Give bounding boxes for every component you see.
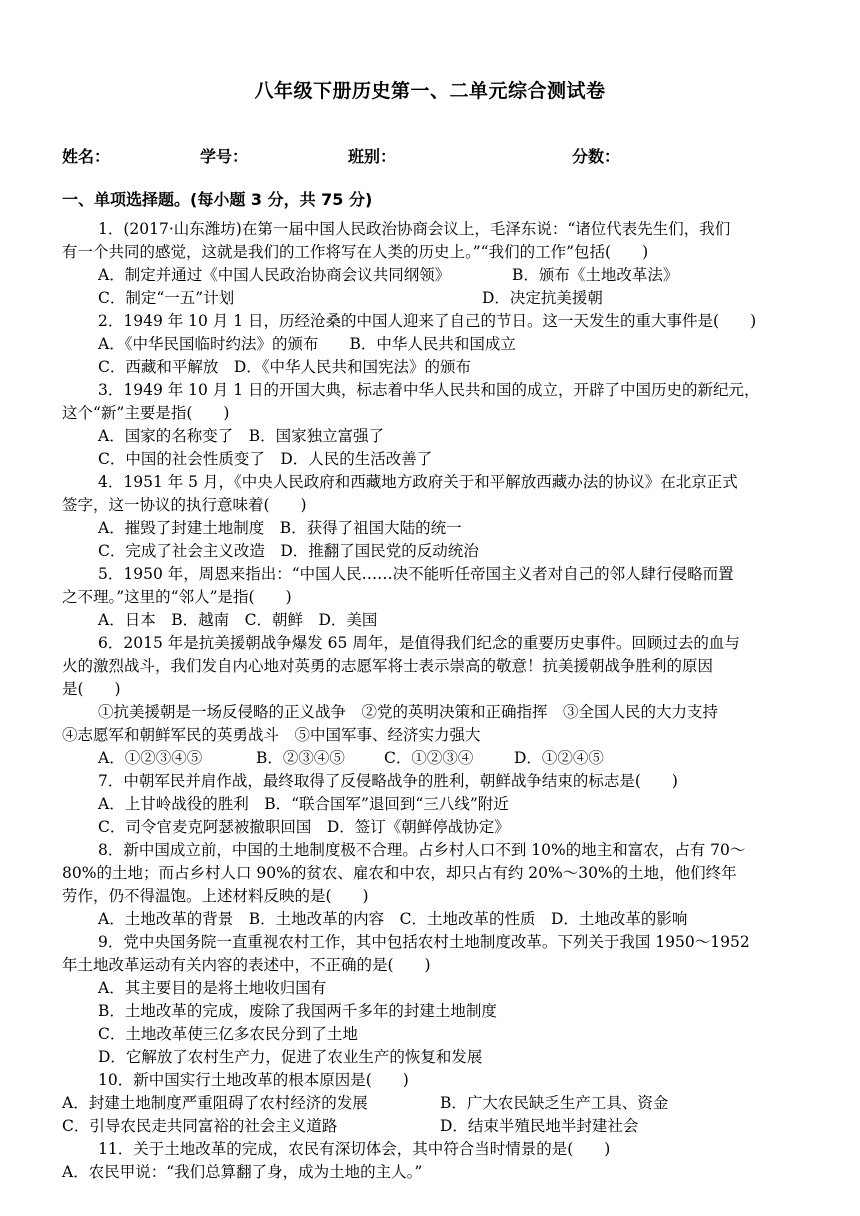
question-text: 是( ) (62, 680, 121, 698)
student-number-label: 学号： (200, 147, 249, 166)
question-text: 9．党中央国务院一直重视农村工作，其中包括农村土地制度改革。下列关于我国 1950～1952 (98, 933, 750, 951)
option-line: A．上甘岭战役的胜利 B．“联合国军”退回到“三八线”附近 (98, 795, 509, 813)
question-text: 11．关于土地改革的完成，农民有深切体会，其中符合当时情景的是( ) (98, 1140, 611, 1158)
option-b: B．广大农民缺乏生产工具、资金 (440, 1094, 669, 1112)
question-text: 1．(2017·山东潍坊)在第一届中国人民政治协商会议上，毛泽东说：“诸位代表先生们，我们 (98, 220, 731, 238)
name-label: 姓名： (62, 147, 111, 166)
option-a: A．封建土地制度严重阻碍了农村经济的发展 (62, 1094, 368, 1112)
question-text: 5．1950 年，周恩来指出：“中国人民……决不能听任帝国主义者对自己的邻人肆行侵略而置 (98, 565, 734, 583)
question-text: 劳作，仍不得温饱。上述材料反映的是( ) (62, 887, 369, 905)
question-text: 之不理。”这里的“邻人”是指( ) (62, 588, 292, 606)
question-text: 这个“新”主要是指( ) (62, 404, 230, 422)
option-line: A．国家的名称变了 B．国家独立富强了 (98, 427, 385, 445)
option-line: C．西藏和平解放 D．《中华人民共和国宪法》的颁布 (98, 358, 472, 376)
option-c: C．制定“一五”计划 (98, 289, 235, 307)
question-text: 6．2015 年是抗美援朝战争爆发 65 周年，是值得我们纪念的重要历史事件。回顾过去的血与 (98, 634, 740, 652)
option-b: B．颁布《土地改革法》 (512, 266, 679, 284)
option-line: C．完成了社会主义改造 D．推翻了国民党的反动统治 (98, 542, 479, 560)
option-line: A．《中华民国临时约法》的颁布 B．中华人民共和国成立 (98, 335, 516, 353)
option-b: B．土地改革的完成，废除了我国两千多年的封建土地制度 (98, 1002, 497, 1020)
question-text: 火的激烈战斗，我们发自内心地对英勇的志愿军将士表示崇高的敬意！抗美援朝战争胜利的原因 (62, 657, 714, 675)
student-info-row (62, 144, 822, 166)
question-text: 签字，这一协议的执行意味着( ) (62, 496, 307, 514)
question-text: 8．新中国成立前，中国的土地制度极不合理。占乡村人口不到 10%的地主和富农，占有 70～ (98, 841, 746, 859)
question-text: 80%的土地；而占乡村人口 90%的贫农、雇农和中农，却只占有约 20%～30%的土地，他们终年 (62, 864, 737, 882)
option-line: A．土地改革的背景 B．土地改革的内容 C．土地改革的性质 D．土地改革的影响 (98, 910, 688, 928)
statement-line: ①抗美援朝是一场反侵略的正义战争 ②党的英明决策和正确指挥 ③全国人民的大力支持 (98, 703, 719, 721)
section-heading: 一、单项选择题。(每小题 3 分，共 75 分) (62, 190, 373, 209)
option-line: A．日本 B．越南 C．朝鲜 D．美国 (98, 611, 378, 629)
option-c: C．①②③④ (384, 749, 474, 767)
option-d: D．结束半殖民地半封建社会 (440, 1117, 639, 1135)
question-text: 年土地改革运动有关内容的表述中，不正确的是( ) (62, 956, 431, 974)
option-line: A．摧毁了封建土地制度 B．获得了祖国大陆的统一 (98, 519, 462, 537)
option-d: D．①②④⑤ (514, 749, 604, 767)
option-a: A．①②③④⑤ (98, 749, 203, 767)
option-line: C．中国的社会性质变了 D．人民的生活改善了 (98, 450, 433, 468)
class-label: 班别： (348, 147, 397, 166)
option-d: D．决定抗美援朝 (482, 289, 603, 307)
option-line: C．司令官麦克阿瑟被撤职回国 D．签订《朝鲜停战协定》 (98, 818, 510, 836)
question-text: 4．1951 年 5 月，《中央人民政府和西藏地方政府关于和平解放西藏办法的协议》在北京正式 (98, 473, 738, 491)
question-text: 7．中朝军民并肩作战，最终取得了反侵略战争的胜利，朝鲜战争结束的标志是( ) (98, 772, 678, 790)
score-label: 分数： (572, 147, 621, 166)
option-c: C．土地改革使三亿多农民分到了土地 (98, 1025, 358, 1043)
question-text: 10．新中国实行土地改革的根本原因是( ) (98, 1071, 409, 1089)
option-c: C．引导农民走共同富裕的社会主义道路 (62, 1117, 338, 1135)
question-text: 2．1949 年 10 月 1 日，历经沧桑的中国人迎来了自己的节日。这一天发生的重大事件是( ) (98, 312, 757, 330)
statement-line: ④志愿军和朝鲜军民的英勇战斗 ⑤中国军事、经济实力强大 (62, 726, 481, 744)
question-text: 3．1949 年 10 月 1 日的开国大典，标志着中华人民共和国的成立，开辟了中国历史的新纪元， (98, 381, 760, 399)
page-title: 八年级下册历史第一、二单元综合测试卷 (254, 80, 606, 102)
option-b: B．②③④⑤ (256, 749, 345, 767)
question-text: 有一个共同的感觉，这就是我们的工作将写在人类的历史上。”“我们的工作”包括( ) (62, 243, 649, 261)
option-a: A．农民甲说：“我们总算翻了身，成为土地的主人。” (62, 1163, 423, 1181)
option-a: A．制定并通过《中国人民政治协商会议共同纲领》 (98, 266, 451, 284)
option-d: D．它解放了农村生产力，促进了农业生产的恢复和发展 (98, 1048, 483, 1066)
option-a: A．其主要目的是将土地收归国有 (98, 979, 327, 997)
